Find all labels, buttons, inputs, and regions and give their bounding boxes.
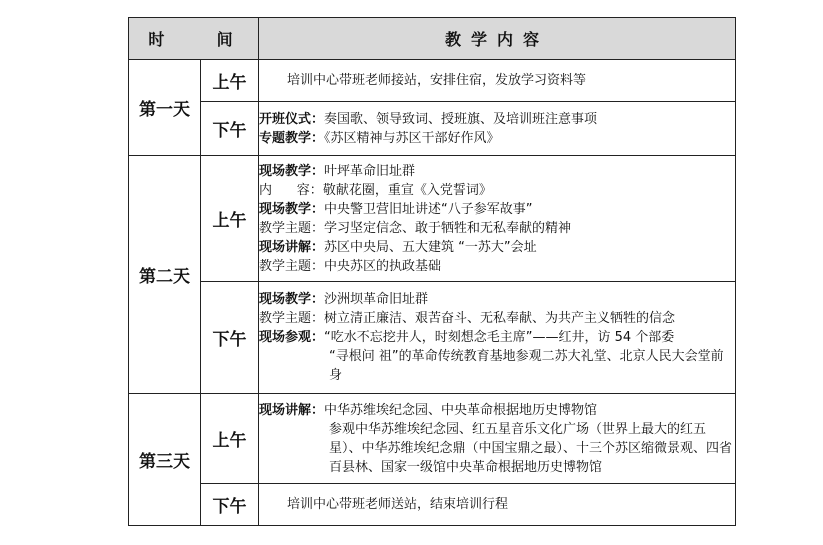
day3-pm-row [129,484,736,526]
day2-pm-line-3: 现场参观：“吃水不忘挖井人，时刻想念毛主席”——红井，访 54 个部委 [259,330,675,345]
day3-pm-text: 培训中心带班老师送站，结束培训行程 [287,497,509,512]
day2-pm-content [259,282,736,394]
day1-pm-content [259,102,736,156]
day2-am-label: 上午 [201,156,259,282]
day2-am-line-2: 内 容：敬献花圈，重宣《入党誓词》 [259,182,492,198]
day2-label: 第二天 [129,156,201,394]
day1-pm-line-1: 开班仪式：奏国歌、领导致词、授班旗、及培训班注意事项 [259,111,598,127]
day1-pm-line-2: 专题教学：《苏区精神与苏区干部好作风》 [259,130,500,146]
day2-pm-label: 下午 [201,282,259,394]
day2-pm-continuation: “寻根问 祖”的革命传统教育基地参观二苏大礼堂、北京人民大会堂前身 [329,349,724,383]
time-header: 时 间 [129,18,259,60]
day1-am-label: 上午 [201,60,259,102]
day3-am-continuation: 参观中华苏维埃纪念园、红五星音乐文化广场（世界上最大的红五星）、中华苏维埃纪念鼎（中国宝鼎之最）、十三个苏区缩微景观、四省百县林、国家一级馆中央革命根据地历史博物馆 [329,421,733,475]
schedule-table [128,17,736,526]
day2-pm-line-2: 教学主题：树立清正廉洁、艰苦奋斗、无私奉献、为共产主义牺牲的信念 [259,311,676,326]
day3-label: 第三天 [129,394,201,526]
day2-pm-row [129,282,736,394]
day3-am-row [129,394,736,484]
day1-am-text: 培训中心带班老师接站，安排住宿，发放学习资料等 [287,73,587,88]
day3-am-label: 上午 [201,394,259,484]
day3-am-content [259,394,736,484]
day3-pm-content [259,484,736,526]
day2-pm-line-1: 现场教学：沙洲坝革命旧址群 [259,292,429,307]
day2-am-line-1: 现场教学：叶坪革命旧址群 [259,163,416,179]
day2-am-line-5: 现场讲解：苏区中央局、五大建筑 “一苏大”会址 [259,239,537,255]
day2-am-row [129,156,736,282]
day1-am-content [259,60,736,102]
day2-am-content [259,156,736,282]
day1-label: 第一天 [129,60,201,156]
day3-am-line-1: 现场讲解：中华苏维埃纪念园、中央革命根据地历史博物馆 [259,402,598,418]
day1-am-row [129,60,736,102]
day3-pm-label: 下午 [201,484,259,526]
day1-pm-label: 下午 [201,102,259,156]
day2-am-line-3: 现场教学：中央警卫营旧址讲述“八子参军故事” [259,201,533,217]
content-header: 教学内容 [259,18,736,60]
day1-pm-row [129,102,736,156]
day2-am-line-6: 教学主题：中央苏区的执政基础 [259,258,442,274]
header-row [129,18,736,60]
day2-am-line-4: 教学主题：学习坚定信念、敢于牺牲和无私奉献的精神 [259,220,572,236]
